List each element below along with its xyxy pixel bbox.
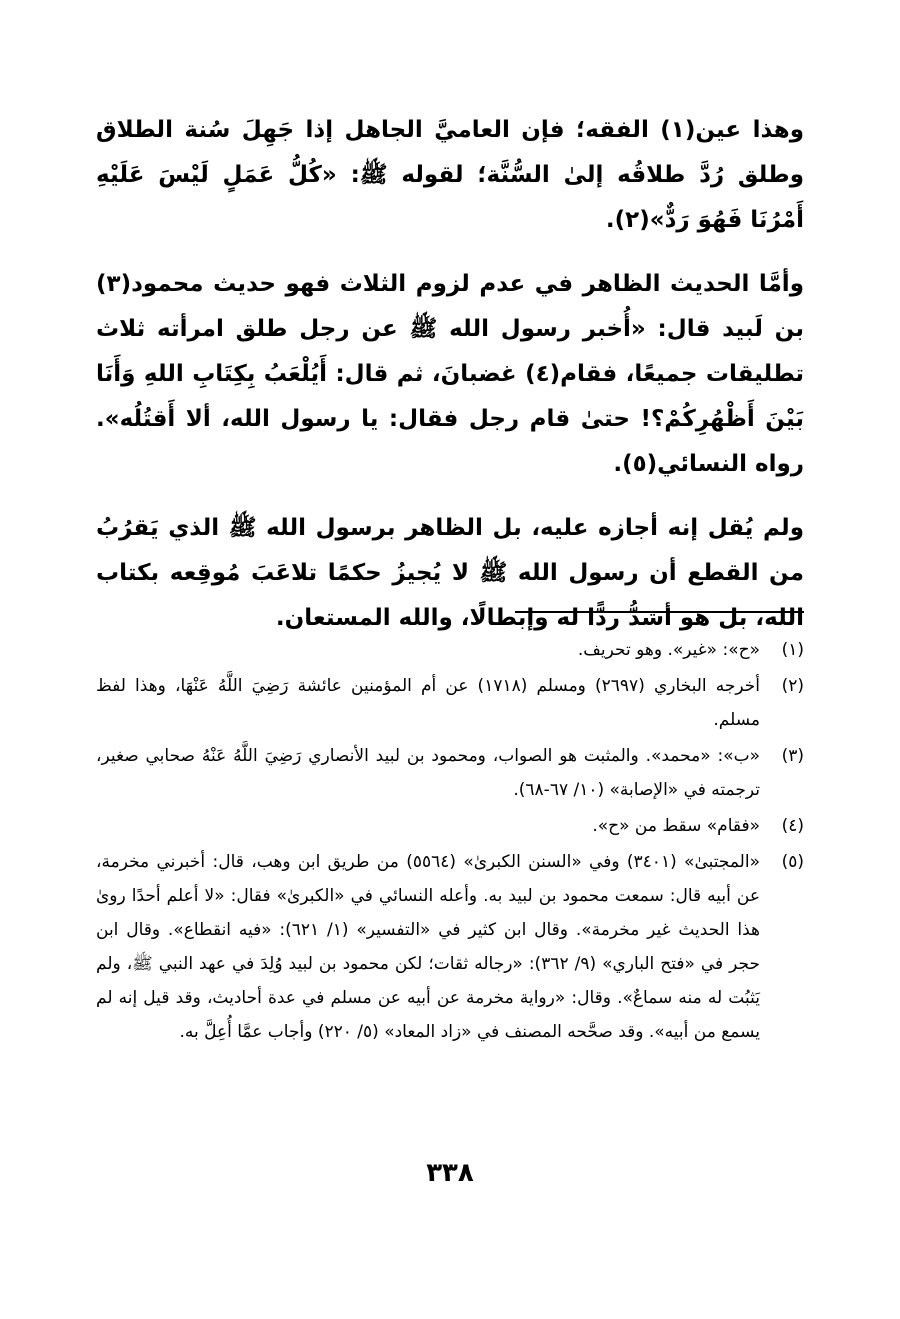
footnote-text: «ب»: «محمد». والمثبت هو الصواب، ومحمود بن لبيد الأنصاري رَضِيَ اللَّهُ عَنْهُ صحابي صغير، ترجمته في «الإصابة» (١٠/ ٦٧-٦٨). [96, 746, 760, 800]
footnote-text: «ح»: «غير». وهو تحريف. [577, 640, 760, 660]
footnote-number: (٣) [781, 746, 804, 766]
paragraph-3: ولم يُقل إنه أجازه عليه، بل الظاهر برسول الله ﷺ الذي يَقرُبُ من القطع أن رسول الله ﷺ لا يُجيزُ حكمًا تلاعَبَ مُوقِعه بكتاب الله، بل هو أشدُّ ردًّا له وإبطالًا، والله المستعان. [96, 515, 804, 631]
footnote-separator [515, 611, 804, 613]
footnote-5 [96, 845, 804, 1049]
footnote-4 [96, 809, 804, 843]
footnote-text: أخرجه البخاري (٢٦٩٧) ومسلم (١٧١٨) عن أم المؤمنين عائشة رَضِيَ اللَّهُ عَنْهَا، وهذا لفظ مسلم. [96, 676, 760, 730]
footnote-2 [96, 669, 804, 737]
page-number: ٣٣٨ [426, 1158, 474, 1188]
footnote-3 [96, 739, 804, 807]
main-text [96, 108, 804, 641]
footnote-number: (٢) [781, 676, 804, 696]
footnote-number: (١) [781, 640, 804, 660]
paragraph-2: وأمَّا الحديث الظاهر في عدم لزوم الثلاث فهو حديث محمود(٣) بن لَبيد قال: «أُخبر رسول الله ﷺ عن رجل طلق امرأته ثلاث تطليقات جميعًا، فقام(٤) غضبانَ، ثم قال: أَيُلْعَبُ بِكِتَابِ اللهِ وَأَنَا بَيْنَ أَظْهُرِكُمْ؟! حتىٰ قام رجل فقال: يا رسول الله، ألا أَقتُلُه». رواه النسائي(٥). [96, 271, 804, 477]
footnote-text: «فقام» سقط من «ح». [592, 816, 760, 836]
footnote-number: (٥) [781, 852, 804, 872]
footnote-1 [96, 633, 804, 667]
footnotes [96, 633, 804, 1051]
paragraph-1: وهذا عين(١) الفقه؛ فإن العاميَّ الجاهل إذا جَهِلَ سُنة الطلاق وطلق رُدَّ طلاقُه إلىٰ السُّنَّة؛ لقوله ﷺ: «كُلُّ عَمَلٍ لَيْسَ عَلَيْهِ أَمْرُنَا فَهُوَ رَدٌّ»(٢). [96, 117, 804, 233]
footnote-number: (٤) [781, 816, 804, 836]
footnote-text: «المجتبىٰ» (٣٤٠١) وفي «السنن الكبرىٰ» (٥٥٦٤) من طريق ابن وهب، قال: أخبرني مخرمة، عن أبيه قال: سمعت محمود بن لبيد به. وأعله النسائي في «الكبرىٰ» فقال: «لا أعلم أحدًا روىٰ هذا الحديث غير مخرمة». وقال ابن كثير في «التفسير» (١/ ٦٢١): «فيه انقطاع». وقال ابن حجر في «فتح الباري» (٩/ ٣٦٢): «رجاله ثقات؛ لكن محمود بن لبيد وُلِدَ في عهد النبي ﷺ، ولم يَثبُت له منه سماعٌ». وقال: «رواية مخرمة عن أبيه عن مسلم في عدة أحاديث، وقد قيل إنه لم يسمع من أبيه». وقد صحَّحه المصنف في «زاد المعاد» (٥/ ٢٢٠) وأجاب عمَّا أُعِلَّ به. [96, 852, 760, 1042]
page-body [96, 108, 804, 660]
